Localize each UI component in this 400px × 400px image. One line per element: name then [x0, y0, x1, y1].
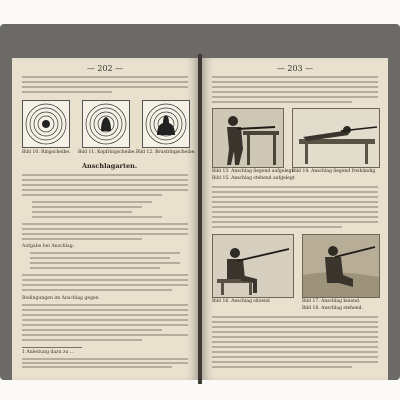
target-chest-ring [142, 100, 190, 148]
figure-caption: Bild 13. Anschlag liegend aufgelegt [212, 169, 294, 174]
text-line [32, 216, 162, 218]
text-line [22, 289, 172, 291]
figure-caption: Bild 15. Anschlag stehend aufgelegt [212, 176, 295, 181]
text-line [22, 274, 188, 276]
text-line [22, 233, 188, 235]
text-line [22, 324, 188, 326]
text-line [212, 341, 378, 343]
text-line [212, 101, 352, 103]
text-line [212, 316, 378, 318]
text-line [22, 304, 188, 306]
figure-caption: Bild 17. Anschlag kniend. [302, 299, 361, 304]
text-line [212, 366, 352, 368]
text-line [22, 76, 188, 78]
text-line [22, 184, 188, 186]
text-line [212, 81, 378, 83]
text-line [22, 362, 188, 364]
text-line [212, 336, 378, 338]
text-line [22, 329, 162, 331]
text-line [212, 96, 378, 98]
text-line [22, 223, 188, 225]
left-page-number: — 202 — [86, 64, 124, 73]
text-line [212, 356, 378, 358]
target-ring [22, 100, 70, 148]
text-line [212, 196, 378, 198]
text-line [22, 174, 188, 176]
text-line [22, 366, 172, 368]
figure-caption: Bild 18. Anschlag stehend. [302, 306, 363, 311]
text-line [22, 228, 188, 230]
text-line [212, 346, 378, 348]
text-line [30, 257, 170, 259]
photo-sitting [212, 234, 294, 298]
text-line [212, 211, 378, 213]
text-line [212, 201, 378, 203]
text-line [212, 331, 378, 333]
text-line [22, 314, 188, 316]
figure-caption: Bild 11. Kopfringscheibe. [78, 150, 136, 155]
text-line [212, 226, 342, 228]
photo-prone-on-bench [292, 108, 380, 168]
text-line [212, 206, 378, 208]
text-line [32, 211, 132, 213]
text-line [22, 86, 188, 88]
figure-caption: Bild 12. Brustringscheibe. [136, 150, 196, 155]
text-line [212, 186, 378, 188]
figure-caption: Bild 16. Anschlag sitzend [212, 299, 270, 304]
text-line [22, 284, 188, 286]
target-head-ring [82, 100, 130, 148]
text-line [22, 81, 188, 83]
open-book [0, 24, 400, 380]
text-line [212, 361, 378, 363]
right-page [202, 58, 388, 380]
text-line [30, 267, 160, 269]
photo-kneeling [302, 234, 380, 298]
figure-caption: Bild 10. Ringscheibe. [22, 150, 71, 155]
section-heading: Anschlagarten. [82, 162, 138, 170]
text-line [22, 194, 162, 196]
figure-caption: Bild 14. Anschlag liegend freihändig [292, 169, 376, 174]
text-line [30, 252, 180, 254]
text-line [212, 321, 378, 323]
text-line [212, 191, 378, 193]
text-line [22, 334, 188, 336]
footnote: 1 Anleitung dazu zu ... [22, 350, 75, 355]
text-line [22, 358, 188, 360]
text-line [22, 319, 188, 321]
text-line [22, 238, 142, 240]
text-line [212, 351, 378, 353]
text-line [30, 262, 180, 264]
text-line [22, 179, 188, 181]
text-line [22, 279, 188, 281]
right-page-number: — 203 — [276, 64, 314, 73]
text-line [212, 221, 378, 223]
text-line [22, 309, 188, 311]
photo-standing-at-table [212, 108, 284, 168]
text-line [212, 216, 378, 218]
text-line [212, 326, 378, 328]
text-line [32, 206, 142, 208]
text-line [212, 86, 378, 88]
text-line [212, 76, 378, 78]
text-line [32, 201, 152, 203]
text-line [22, 339, 142, 341]
text-line [22, 91, 112, 93]
text-line [22, 189, 188, 191]
text-line [212, 91, 378, 93]
left-page [12, 58, 198, 380]
list-heading: Bedingungen im Anschlag gegen [22, 296, 99, 301]
footnote-rule [22, 347, 82, 348]
list-heading: Aufgabe bei Anschlag: [22, 244, 75, 249]
